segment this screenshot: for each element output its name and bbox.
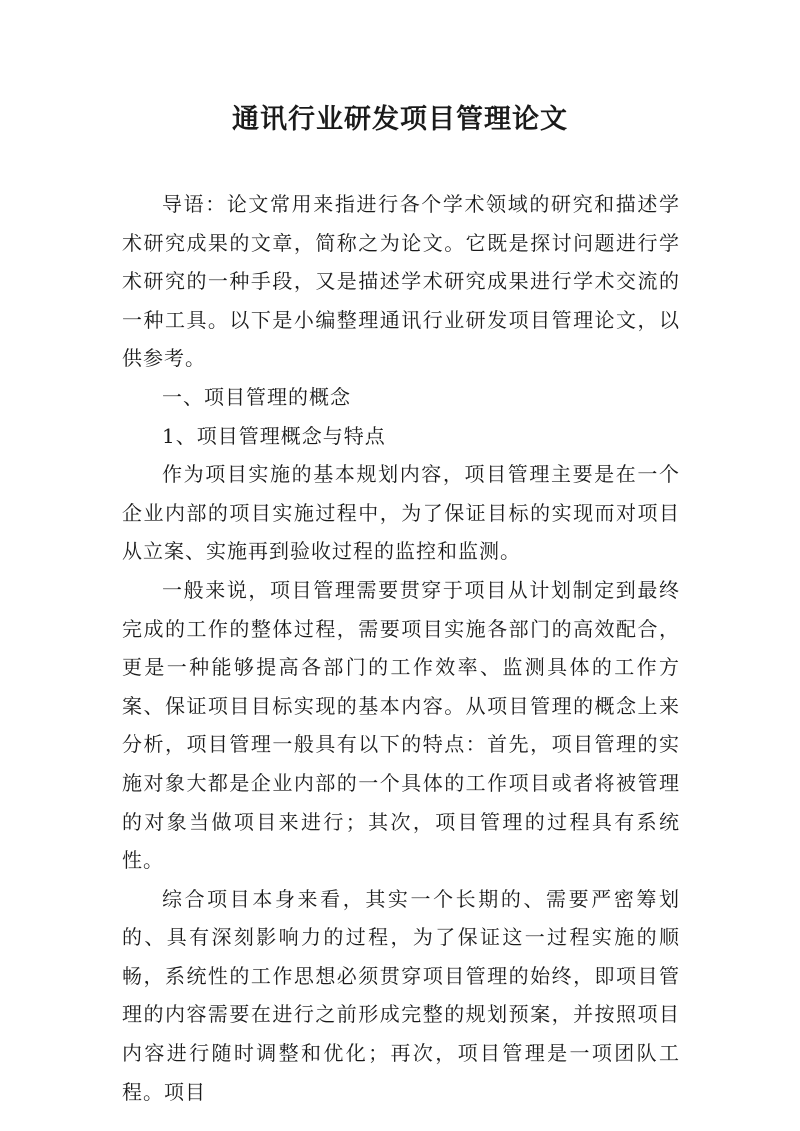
document-title: 通讯行业研发项目管理论文	[232, 104, 568, 135]
paragraph-definition: 作为项目实施的基本规划内容，项目管理主要是在一个企业内部的项目实施过程中，为了保证目标的实现而对项目从立案、实施再到验收过程的监控和监测。	[122, 462, 680, 564]
section-heading-1: 一、项目管理的概念	[162, 384, 351, 409]
subsection-heading-1-1: 1、项目管理概念与特点	[162, 423, 386, 448]
paragraph-intro: 导语：论文常用来指进行各个学术领域的研究和描述学术研究成果的文章，简称之为论文。它既是探讨问题进行学术研究的一种手段，又是描述学术研究成果进行学术交流的一种工具。以下是小编整理通讯行业研发项目管理论文，以供参考。	[122, 192, 680, 371]
document-body	[122, 185, 680, 1111]
paragraph-characteristics: 一般来说，项目管理需要贯穿于项目从计划制定到最终完成的工作的整体过程，需要项目实施各部门的高效配合，更是一种能够提高各部门的工作效率、监测具体的工作方案、保证项目目标实现的基本内容。从项目管理的概念上来分析，项目管理一般具有以下的特点：首先，项目管理的实施对象大都是企业内部的一个具体的工作项目或者将被管理的对象当做项目来进行；其次，项目管理的过程具有系统性。	[122, 577, 680, 873]
paragraph-comprehensive: 综合项目本身来看，其实一个长期的、需要严密筹划的、具有深刻影响力的过程，为了保证这一过程实施的顺畅，系统性的工作思想必须贯穿项目管理的始终，即项目管理的内容需要在进行之前形成完整的规划预案，并按照项目内容进行随时调整和优化；再次，项目管理是一项团队工程。项目	[122, 886, 680, 1104]
